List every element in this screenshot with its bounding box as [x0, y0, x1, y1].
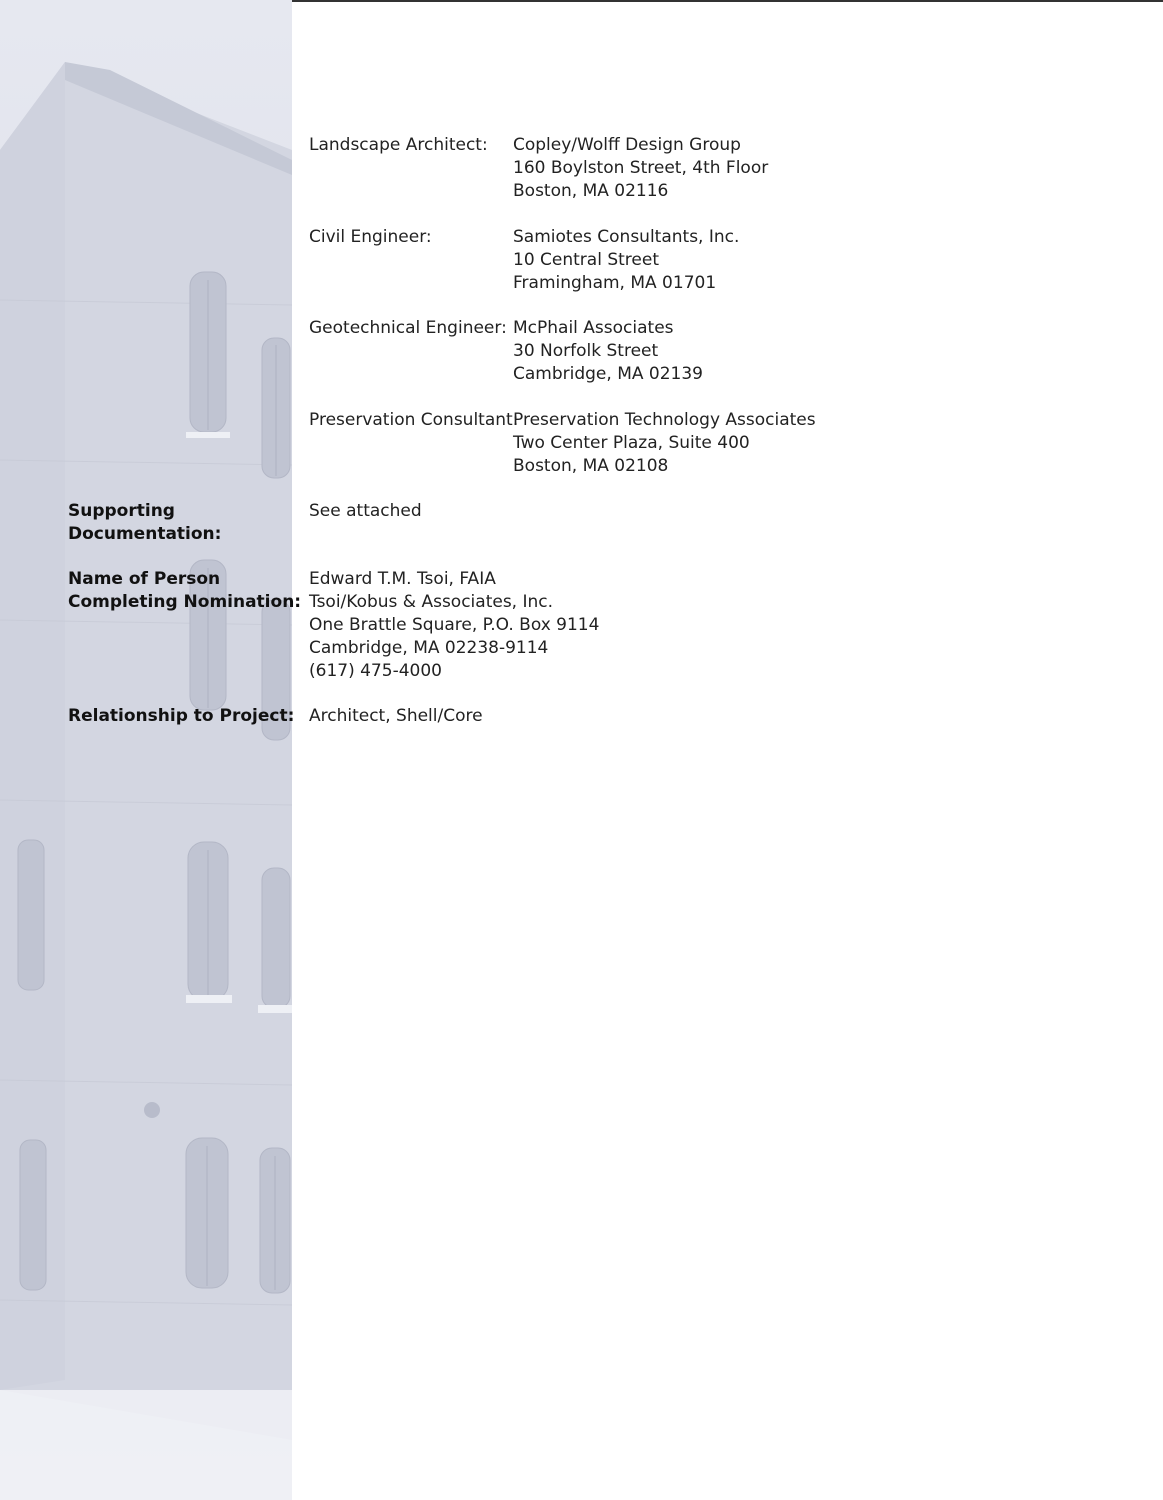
- consultant-role-geotechnical: Geotechnical Engineer:: [309, 318, 507, 338]
- nominator-city: Cambridge, MA 02238-9114: [309, 638, 549, 658]
- building-photo-band: [0, 0, 295, 1500]
- nominator-firm: Tsoi/Kobus & Associates, Inc.: [309, 592, 554, 612]
- nominator-address: One Brattle Square, P.O. Box 9114: [309, 615, 600, 635]
- consultant-city-preservation: Boston, MA 02108: [513, 456, 669, 476]
- supporting-heading-line1: Supporting: [68, 501, 175, 521]
- consultant-name-landscape: Copley/Wolff Design Group: [513, 135, 741, 155]
- consultant-name-geotechnical: McPhail Associates: [513, 318, 674, 338]
- nominator-phone: (617) 475-4000: [309, 661, 442, 681]
- nominator-name: Edward T.M. Tsoi, FAIA: [309, 569, 496, 589]
- consultant-role-preservation: Preservation Consultant:: [309, 410, 519, 430]
- nominator-heading-line1: Name of Person: [68, 569, 221, 589]
- consultant-role-landscape: Landscape Architect:: [309, 135, 488, 155]
- consultant-city-geotechnical: Cambridge, MA 02139: [513, 364, 703, 384]
- building-illustration: [0, 0, 295, 1500]
- consultant-name-preservation: Preservation Technology Associates: [513, 410, 816, 430]
- consultant-city-civil: Framingham, MA 01701: [513, 273, 717, 293]
- relationship-value: Architect, Shell/Core: [309, 706, 483, 726]
- consultant-address-civil: 10 Central Street: [513, 250, 659, 270]
- relationship-heading: Relationship to Project:: [68, 706, 295, 726]
- consultant-address-landscape: 160 Boylston Street, 4th Floor: [513, 158, 769, 178]
- consultant-city-landscape: Boston, MA 02116: [513, 181, 669, 201]
- consultant-role-civil: Civil Engineer:: [309, 227, 432, 247]
- nominator-heading-line2: Completing Nomination:: [68, 592, 302, 612]
- supporting-heading-line2: Documentation:: [68, 524, 222, 544]
- top-rule: [292, 0, 1163, 2]
- consultant-address-preservation: Two Center Plaza, Suite 400: [513, 433, 750, 453]
- consultant-address-geotechnical: 30 Norfolk Street: [513, 341, 659, 361]
- consultant-name-civil: Samiotes Consultants, Inc.: [513, 227, 740, 247]
- supporting-value: See attached: [309, 501, 422, 521]
